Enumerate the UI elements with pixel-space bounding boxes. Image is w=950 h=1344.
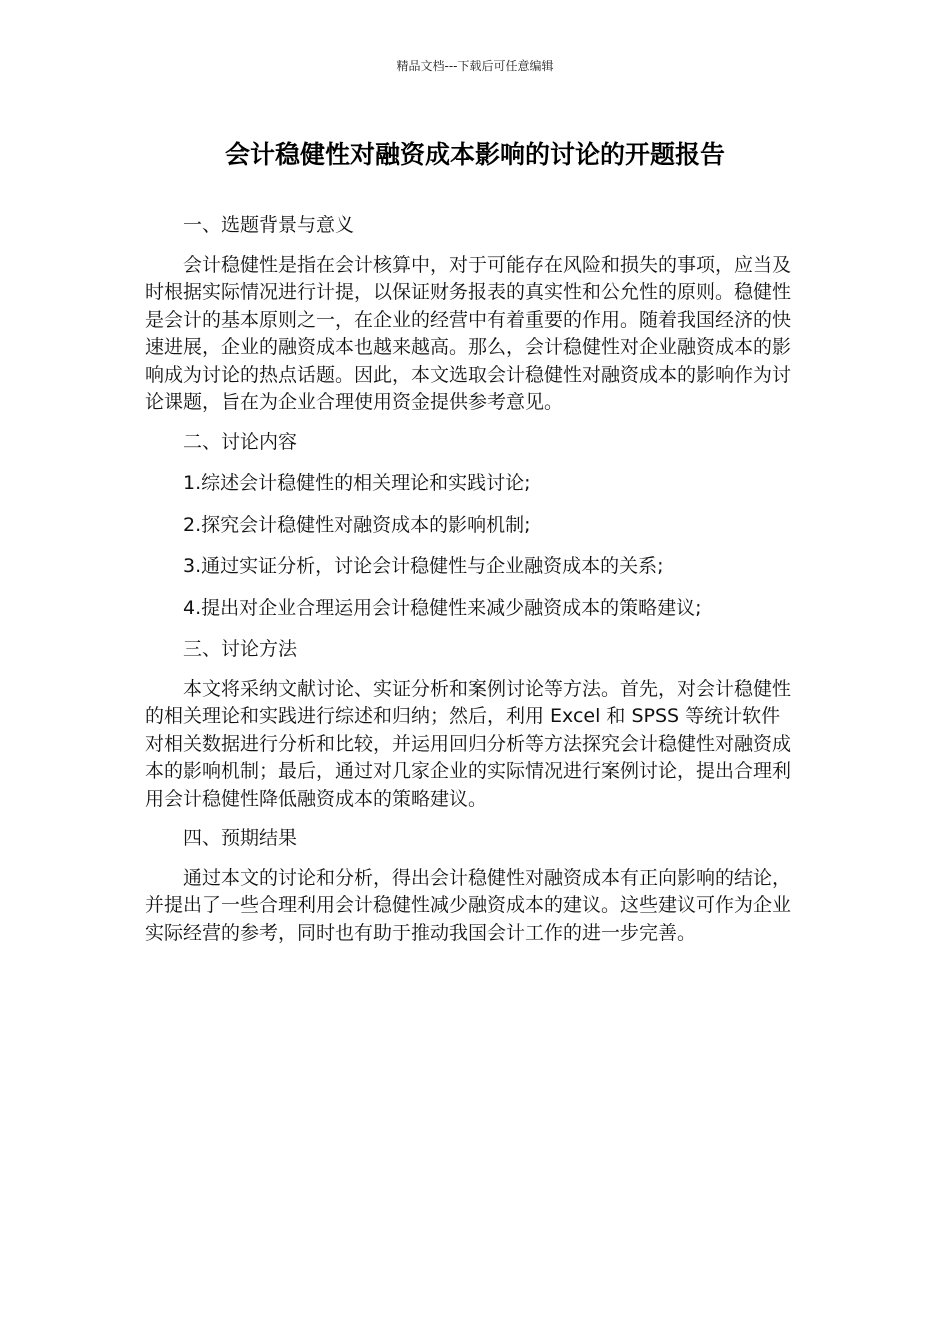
paragraph-results: 通过本文的讨论和分析，得出会计稳健性对融资成本有正向影响的结论，并提出了一些合理利用会计稳健性减少融资成本的建议。这些建议可作为企业实际经营的参考，同时也有助于推动我国会计工作的进一步完善。 xyxy=(145,866,792,944)
list-item: 3.通过实证分析，讨论会计稳健性与企业融资成本的关系; xyxy=(183,555,664,577)
list-item: 2.探究会计稳健性对融资成本的影响机制; xyxy=(183,513,531,536)
section-heading-results: 四、预期结果 xyxy=(183,827,298,849)
document-title: 会计稳健性对融资成本影响的讨论的开题报告 xyxy=(224,140,725,169)
list-item: 1.综述会计稳健性的相关理论和实践讨论; xyxy=(183,472,531,494)
section-heading-background: 一、选题背景与意义 xyxy=(183,214,355,236)
paragraph-background: 会计稳健性是指在会计核算中，对于可能存在风险和损失的事项，应当及时根据实际情况进行计提，以保证财务报表的真实性和公允性的原则。稳健性是会计的基本原则之一，在企业的经营中有着重要的作用。随着我国经济的快速进展，企业的融资成本也越来越高。那么，会计稳健性对企业融资成本的影响成为讨论的热点话题。因此，本文选取会计稳健性对融资成本的影响作为讨论课题，旨在为企业合理使用资金提供参考意见。 xyxy=(145,253,792,413)
header-note: 精品文档---下载后可任意编辑 xyxy=(396,59,554,73)
paragraph-method: 本文将采纳文献讨论、实证分析和案例讨论等方法。首先，对会计稳健性的相关理论和实践进行综述和归纳；然后，利用 Excel 和 SPSS 等统计软件对相关数据进行分析和比较，并运用回归分析等方法探究会计稳健性对融资成本的影响机制；最后，通过对几家企业的实际情况进行案例讨论，提出合理利用会计稳健性降低融资成本的策略建议。 xyxy=(145,677,792,810)
section-heading-content: 二、讨论内容 xyxy=(183,430,298,453)
section-heading-method: 三、讨论方法 xyxy=(183,638,298,660)
list-item: 4.提出对企业合理运用会计稳健性来减少融资成本的策略建议; xyxy=(183,596,702,619)
document-body xyxy=(145,212,797,947)
